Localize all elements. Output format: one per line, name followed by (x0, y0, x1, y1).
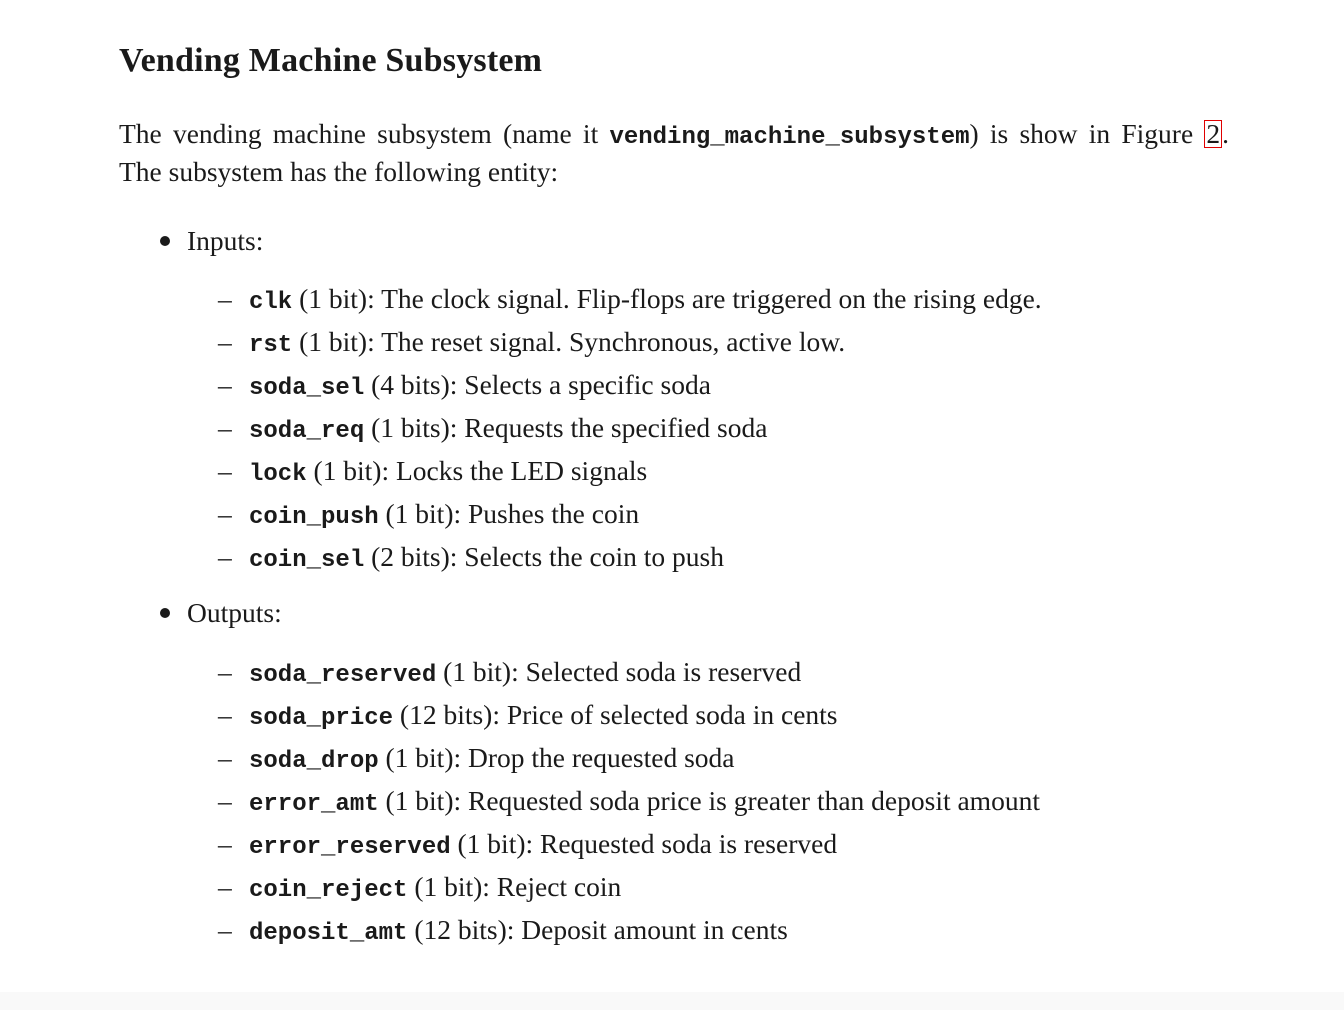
dash-icon: – (218, 326, 232, 357)
inputs-heading: Inputs: (187, 225, 264, 256)
outputs-heading: Outputs: (187, 597, 282, 628)
signal-name: coin_push (249, 504, 379, 531)
intro-paragraph (119, 117, 1229, 189)
signal-name: coin_sel (249, 547, 365, 574)
input-item (218, 495, 1042, 538)
signal-name: soda_reserved (249, 662, 437, 689)
signal-name: error_reserved (249, 834, 451, 861)
output-item (218, 868, 1040, 911)
dash-icon: – (218, 914, 232, 945)
input-item (218, 366, 1042, 409)
signal-name: soda_sel (249, 375, 365, 402)
signal-desc: (1 bit): Drop the requested soda (378, 742, 735, 773)
intro-text-1: The vending machine subsystem (name it (119, 118, 610, 149)
output-item (218, 653, 1040, 696)
signal-desc: (1 bit): Reject coin (407, 871, 622, 902)
signal-name: lock (249, 461, 307, 488)
output-item (218, 739, 1040, 782)
dash-icon: – (218, 742, 232, 773)
signal-name: deposit_amt (249, 920, 408, 947)
signal-name: soda_price (249, 705, 394, 732)
intro-text-3: . The subsystem has the following entity: (119, 118, 1229, 187)
intro-text-2: ) is show in Figure (969, 118, 1205, 149)
signal-desc: (1 bit): The reset signal. Synchronous, active low. (292, 326, 846, 357)
dash-icon: – (218, 498, 232, 529)
outputs-bullet (160, 595, 282, 631)
dash-icon: – (218, 412, 232, 443)
list-item (160, 595, 282, 631)
input-item (218, 538, 1042, 581)
signal-name: coin_reject (249, 877, 408, 904)
figure-ref-link[interactable]: 2 (1206, 118, 1221, 149)
dash-icon: – (218, 455, 232, 486)
inputs-list (218, 280, 1042, 581)
dash-icon: – (218, 541, 232, 572)
section-title: Vending Machine Subsystem (119, 42, 543, 79)
dash-icon: – (218, 785, 232, 816)
signal-desc: (1 bit): Requested soda price is greater than deposit amount (378, 785, 1040, 816)
dash-icon: – (218, 656, 232, 687)
outputs-list (218, 653, 1040, 954)
entity-name: vending_machine_subsystem (609, 124, 970, 151)
signal-desc: (2 bits): Selects the coin to push (364, 541, 724, 572)
signal-name: error_amt (249, 791, 379, 818)
signal-name: soda_req (249, 418, 365, 445)
output-item (218, 782, 1040, 825)
signal-desc: (1 bits): Requests the specified soda (364, 412, 768, 443)
signal-name: clk (249, 289, 293, 316)
signal-desc: (12 bits): Price of selected soda in cents (393, 699, 838, 730)
output-item (218, 825, 1040, 868)
signal-desc: (1 bit): Locks the LED signals (306, 455, 648, 486)
signal-desc: (12 bits): Deposit amount in cents (407, 914, 788, 945)
signal-name: soda_drop (249, 748, 379, 775)
page-bottom-edge (0, 992, 1344, 1010)
signal-desc: (1 bit): Pushes the coin (378, 498, 640, 529)
inputs-bullet (160, 223, 263, 259)
signal-desc: (1 bit): Requested soda is reserved (450, 828, 838, 859)
input-item (218, 280, 1042, 323)
dash-icon: – (218, 283, 232, 314)
signal-desc: (1 bit): Selected soda is reserved (436, 656, 802, 687)
dash-icon: – (218, 871, 232, 902)
output-item (218, 696, 1040, 739)
input-item (218, 452, 1042, 495)
bullet-icon (160, 236, 170, 246)
list-item (160, 223, 263, 259)
input-item (218, 323, 1042, 366)
dash-icon: – (218, 369, 232, 400)
signal-desc: (1 bit): The clock signal. Flip-flops are triggered on the rising edge. (292, 283, 1042, 314)
dash-icon: – (218, 699, 232, 730)
input-item (218, 409, 1042, 452)
output-item (218, 911, 1040, 954)
dash-icon: – (218, 828, 232, 859)
signal-name: rst (249, 332, 293, 359)
signal-desc: (4 bits): Selects a specific soda (364, 369, 711, 400)
bullet-icon (160, 608, 170, 618)
